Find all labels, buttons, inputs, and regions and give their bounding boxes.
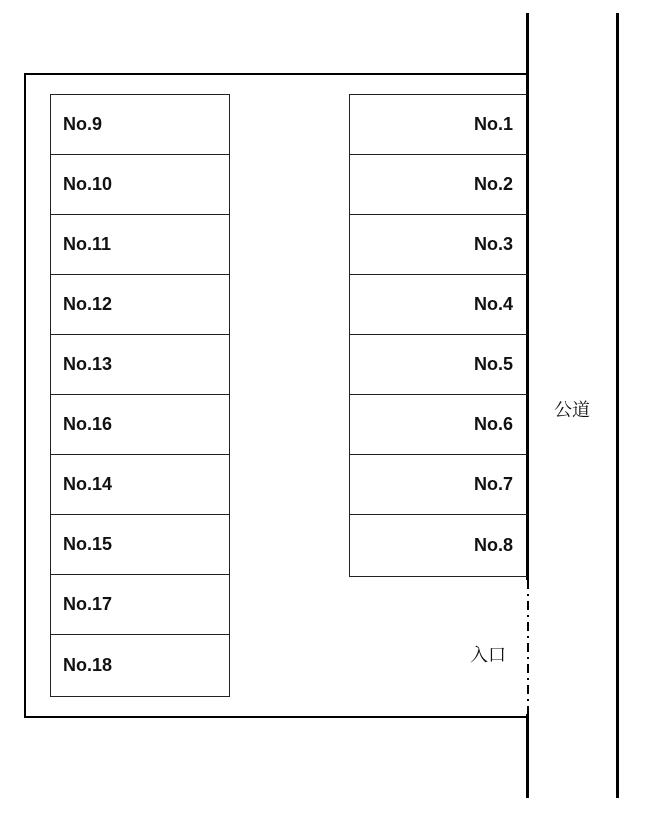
parking-space: No.6 (350, 395, 527, 455)
parking-space: No.14 (51, 455, 229, 515)
parking-space: No.8 (473, 534, 513, 555)
parking-space: No.7 (350, 455, 527, 515)
parking-space: No.5 (350, 335, 527, 395)
parking-space: No.13 (51, 335, 229, 395)
parking-space: No.12 (51, 275, 229, 335)
left-parking-column (50, 94, 230, 697)
parking-space: No.16 (51, 395, 229, 455)
parking-space: No.4 (350, 275, 527, 335)
public-road-label: 公道 (554, 400, 590, 421)
entrance-dashed-line (527, 580, 529, 714)
right-parking-column (349, 94, 527, 577)
parking-space: No.9 (51, 95, 229, 155)
parking-space: No.3 (350, 215, 527, 275)
parking-space: No.1 (350, 95, 527, 155)
parking-space: No.10 (51, 155, 229, 215)
road-edge-line-right (616, 13, 619, 798)
parking-space: No.17 (51, 575, 229, 635)
parking-space: No.18 (63, 654, 113, 675)
parking-space: No.2 (350, 155, 527, 215)
parking-space: No.11 (51, 215, 229, 275)
entrance-label: 入口 (470, 645, 506, 666)
parking-space: No.15 (51, 515, 229, 575)
